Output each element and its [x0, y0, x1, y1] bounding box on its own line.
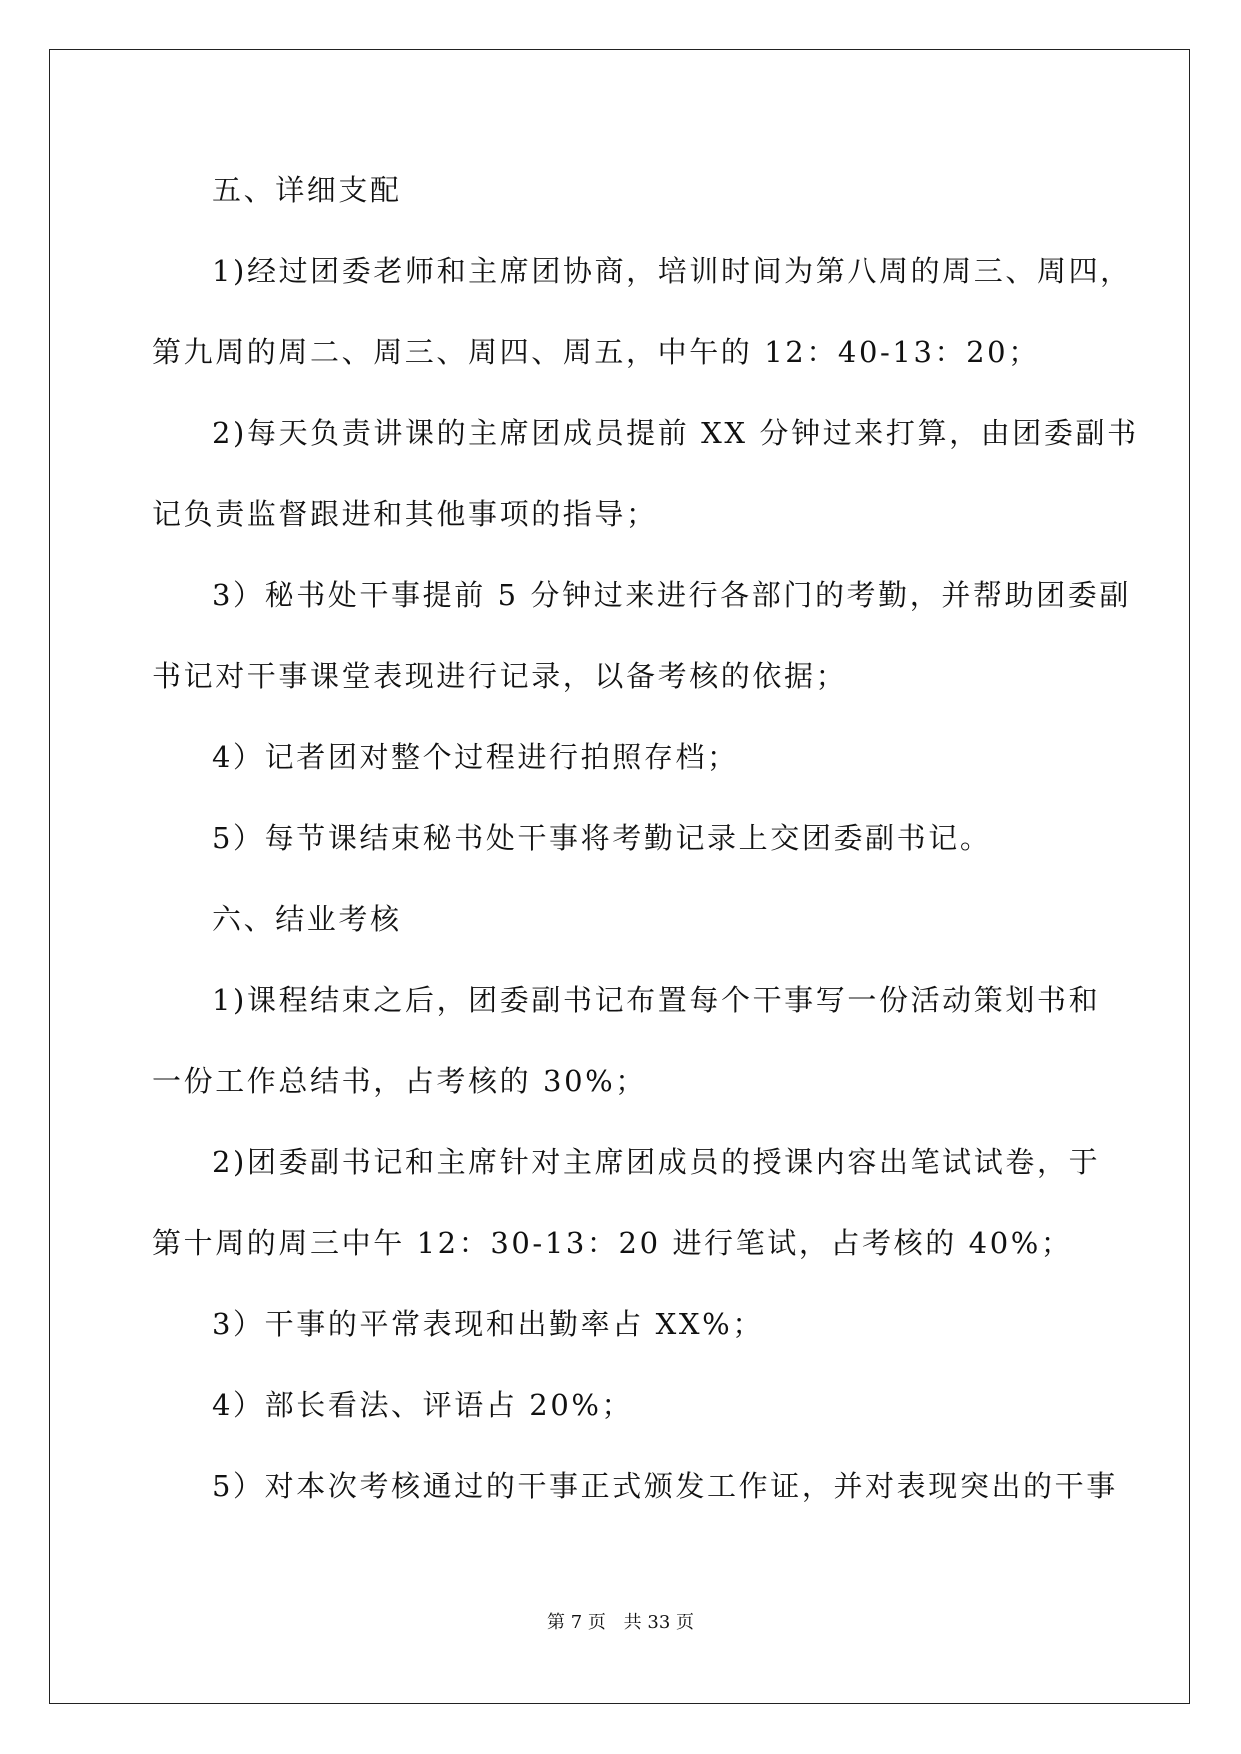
paragraph-line: 1)经过团委老师和主席团协商，培训时间为第八周的周三、周四，: [212, 254, 1132, 288]
paragraph-line: 4）记者团对整个过程进行拍照存档；: [212, 740, 739, 774]
paragraph-line: 第九周的周二、周三、周四、周五，中午的 12：40-13：20；: [152, 335, 1040, 369]
paragraph-line: 2)团委副书记和主席针对主席团成员的授课内容出笔试试卷，于: [212, 1145, 1101, 1179]
paragraph-line: 记负责监督跟进和其他事项的指导；: [152, 497, 658, 531]
page-total: 共 33 页: [623, 1612, 694, 1633]
paragraph-line: 4）部长看法、评语占 20%；: [212, 1388, 634, 1422]
section-heading-5: 五、详细支配: [212, 173, 402, 207]
page-number: 第 7 页: [547, 1612, 606, 1633]
paragraph-line: 5）对本次考核通过的干事正式颁发工作证，并对表现突出的干事: [212, 1469, 1118, 1503]
page-footer: [0, 1612, 1241, 1634]
paragraph-line: 书记对干事课堂表现进行记录，以备考核的依据；: [152, 659, 848, 693]
paragraph-line: 第十周的周三中午 12：30-13：20 进行笔试，占考核的 40%；: [152, 1226, 1073, 1260]
paragraph-line: 一份工作总结书，占考核的 30%；: [152, 1064, 647, 1098]
paragraph-line: 2)每天负责讲课的主席团成员提前 XX 分钟过来打算，由团委副书: [212, 416, 1139, 450]
paragraph-line: 5）每节课结束秘书处干事将考勤记录上交团委副书记。: [212, 821, 992, 855]
paragraph-line: 1)课程结束之后，团委副书记布置每个干事写一份活动策划书和: [212, 983, 1101, 1017]
section-heading-6: 六、结业考核: [212, 902, 402, 936]
paragraph-line: 3）秘书处干事提前 5 分钟过来进行各部门的考勤，并帮助团委副: [212, 578, 1131, 612]
page-border: [49, 49, 1190, 1704]
paragraph-line: 3）干事的平常表现和出勤率占 XX%；: [212, 1307, 764, 1341]
